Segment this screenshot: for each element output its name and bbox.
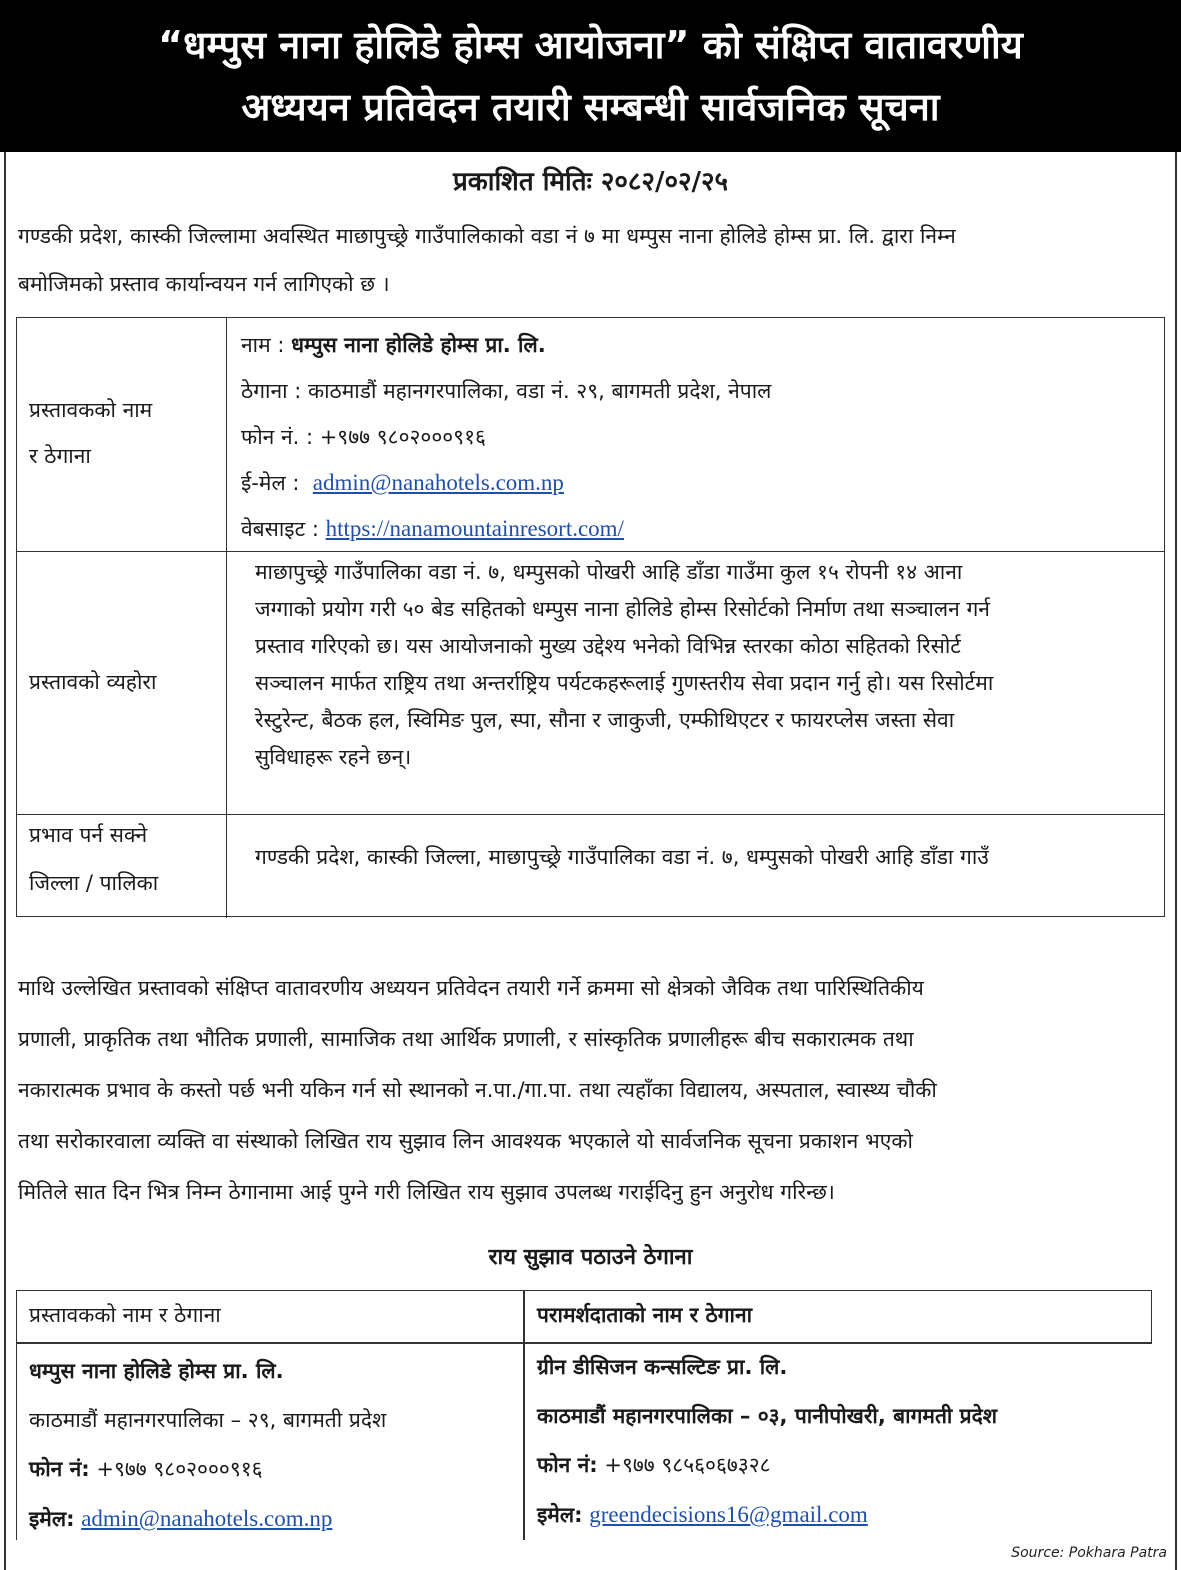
consultant-heading: परामर्शदाताको नाम र ठेगाना xyxy=(537,1303,753,1327)
proposer-heading: प्रस्तावकको नाम र ठेगाना xyxy=(29,1303,221,1327)
address-section-title: राय सुझाव पठाउने ठेगाना xyxy=(488,1245,693,1270)
consultant-email xyxy=(537,1490,997,1540)
column-divider xyxy=(523,1291,525,1540)
website-link[interactable]: https://nanamountainresort.com/ xyxy=(325,516,624,541)
intro-paragraph xyxy=(18,212,1166,308)
proposal-description-row xyxy=(17,552,1164,815)
description-line: सुविधाहरू रहने छन्। xyxy=(255,745,412,769)
proposal-details-table xyxy=(16,317,1165,917)
consultant-email-link[interactable]: greendecisions16@gmail.com xyxy=(589,1502,868,1527)
description-line: जग्गाको प्रयोग गरी ५० बेड सहितको धम्पुस नाना होलिडे होम्स रिसोर्टको निर्माण तथा सञ्चालन गर्न xyxy=(255,597,990,621)
title-line-1: “धम्पुस नाना होलिडे होम्स आयोजना” को संक्षिप्त वातावरणीय xyxy=(158,23,1023,67)
proposer-value-cell xyxy=(239,318,1156,551)
proposer-label-line: र ठेगाना xyxy=(29,444,91,468)
proposer-contact xyxy=(29,1347,386,1544)
name-value: धम्पुस नाना होलिडे होम्स प्रा. लि. xyxy=(291,333,546,357)
proposer-row xyxy=(17,318,1164,552)
description-line: सञ्चालन मार्फत राष्ट्रिय तथा अन्तर्राष्ट्रिय पर्यटकहरूलाई गुणस्तरीय सेवा प्रदान गर्नु हो। यस रिसोर्टमा xyxy=(255,671,994,695)
affected-label-cell xyxy=(17,815,227,918)
proposer-phone: फोन नं. : +९७७ ९८०२०००९१६ xyxy=(241,425,486,449)
published-date: प्रकाशित मितिः २०८२/०२/२५ xyxy=(452,167,729,197)
request-line: माथि उल्लेखित प्रस्तावको संक्षिप्त वातावरणीय अध्ययन प्रतिवेदन तयारी गर्ने क्रममा सो क्षेत्रको जैविक तथा पारिस्थितिकीय xyxy=(18,976,924,1000)
proposer-contact-phone xyxy=(29,1445,386,1494)
affected-label-line: जिल्ला / पालिका xyxy=(29,871,159,895)
phone-label: फोन नं: xyxy=(29,1457,90,1481)
description-value-cell xyxy=(239,552,1156,814)
intro-line: बमोजिमको प्रस्ताव कार्यान्वयन गर्न लागिएको छ । xyxy=(18,272,390,296)
intro-line: गण्डकी प्रदेश, कास्की जिल्लामा अवस्थित माछापुच्छ्रे गाउँपालिकाको वडा नं ७ मा धम्पुस नाना होलिडे होम्स प्रा. लि. द्वारा निम्न xyxy=(18,224,956,248)
proposer-address: ठेगाना : काठमाडौं महानगरपालिका, वडा नं. २९, बागमती प्रदेश, नेपाल xyxy=(241,379,772,403)
proposer-name xyxy=(241,322,1156,368)
affected-area-value: गण्डकी प्रदेश, कास्की जिल्ला, माछापुच्छ्रे गाउँपालिका वडा नं. ७, धम्पुसको पोखरी आहि डाँडा गाउँ xyxy=(255,845,989,869)
phone-label: फोन नं: xyxy=(537,1453,598,1477)
request-line: मितिले सात दिन भित्र निम्न ठेगानामा आई पुग्ने गरी लिखित राय सुझाव उपलब्ध गराईदिनु हुन अनुरोध गरिन्छ। xyxy=(18,1180,835,1204)
proposer-label-cell xyxy=(17,318,227,551)
consultant-contact xyxy=(537,1343,997,1540)
description-line: रेस्टुरेन्ट, बैठक हल, स्विमिङ पुल, स्पा, सौना र जाकुजी, एम्फीथिएटर र फायरप्लेस जस्ता सेवा xyxy=(255,708,955,732)
phone-value: +९७७ ९८०२०००९१६ xyxy=(96,1457,263,1481)
notice-title-banner xyxy=(0,0,1181,152)
name-label: नाम : xyxy=(241,333,285,357)
proposer-contact-address: काठमाडौं महानगरपालिका – २९, बागमती प्रदेश xyxy=(29,1408,387,1432)
request-line: प्रणाली, प्राकृतिक तथा भौतिक प्रणाली, सामाजिक तथा आर्थिक प्रणाली, र सांस्कृतिक प्रणालीहरू बीच सकारात्मक तथा xyxy=(18,1027,914,1051)
source-credit: Source: Pokhara Patra xyxy=(1011,1545,1167,1561)
request-line: नकारात्मक प्रभाव के कस्तो पर्छ भनी यकिन गर्न सो स्थानको न.पा./गा.पा. तथा त्यहाँका विद्यालय, अस्पताल, स्वास्थ्य चौकी xyxy=(18,1078,937,1102)
email-label: इमेल: xyxy=(537,1503,583,1527)
title-line-2: अध्ययन प्रतिवेदन तयारी सम्बन्धी सार्वजनिक सूचना xyxy=(241,85,940,129)
description-line: प्रस्ताव गरिएको छ। यस आयोजनाको मुख्य उद्देश्य भनेको विभिन्न स्तरका कोठा सहितको रिसोर्ट xyxy=(255,634,961,658)
description-line: माछापुच्छ्रे गाउँपालिका वडा नं. ७, धम्पुसको पोखरी आहि डाँडा गाउँमा कुल १५ रोपनी १४ आना xyxy=(255,560,963,584)
email-label: ई-मेल : xyxy=(241,471,300,495)
consultant-phone xyxy=(537,1441,997,1490)
consultant-name: ग्रीन डीसिजन कन्सल्टिङ प्रा. लि. xyxy=(537,1355,788,1379)
email-label: इमेल: xyxy=(29,1507,75,1531)
affected-value-cell xyxy=(239,815,1156,918)
proposer-contact-name: धम्पुस नाना होलिडे होम्स प्रा. लि. xyxy=(29,1359,284,1383)
affected-area-row xyxy=(17,815,1164,918)
phone-value: +९७७ ९८५६०६७३२८ xyxy=(604,1453,771,1477)
proposer-website xyxy=(241,506,1156,552)
proposer-email xyxy=(241,460,1156,506)
proposer-contact-email xyxy=(29,1494,386,1544)
consultant-address: काठमाडौं महानगरपालिका – ०३, पानीपोखरी, बागमती प्रदेश xyxy=(537,1404,998,1428)
email-link[interactable]: admin@nanahotels.com.np xyxy=(312,470,564,495)
proposer-email-link[interactable]: admin@nanahotels.com.np xyxy=(81,1506,333,1531)
contact-address-table xyxy=(16,1290,1152,1540)
proposer-label-line: प्रस्तावकको नाम xyxy=(29,398,153,422)
header-right-border xyxy=(1151,1291,1153,1342)
request-line: तथा सरोकारवाला व्यक्ति वा संस्थाको लिखित राय सुझाव लिन आवश्यक भएकाले यो सार्वजनिक सूचना प्रकाशन भएको xyxy=(18,1129,913,1153)
description-label-cell xyxy=(17,552,227,814)
request-paragraph xyxy=(18,963,1166,1218)
description-label: प्रस्तावको व्यहोरा xyxy=(29,670,157,694)
affected-label-line: प्रभाव पर्न सक्ने xyxy=(29,823,148,847)
website-label: वेबसाइट : xyxy=(241,517,319,541)
